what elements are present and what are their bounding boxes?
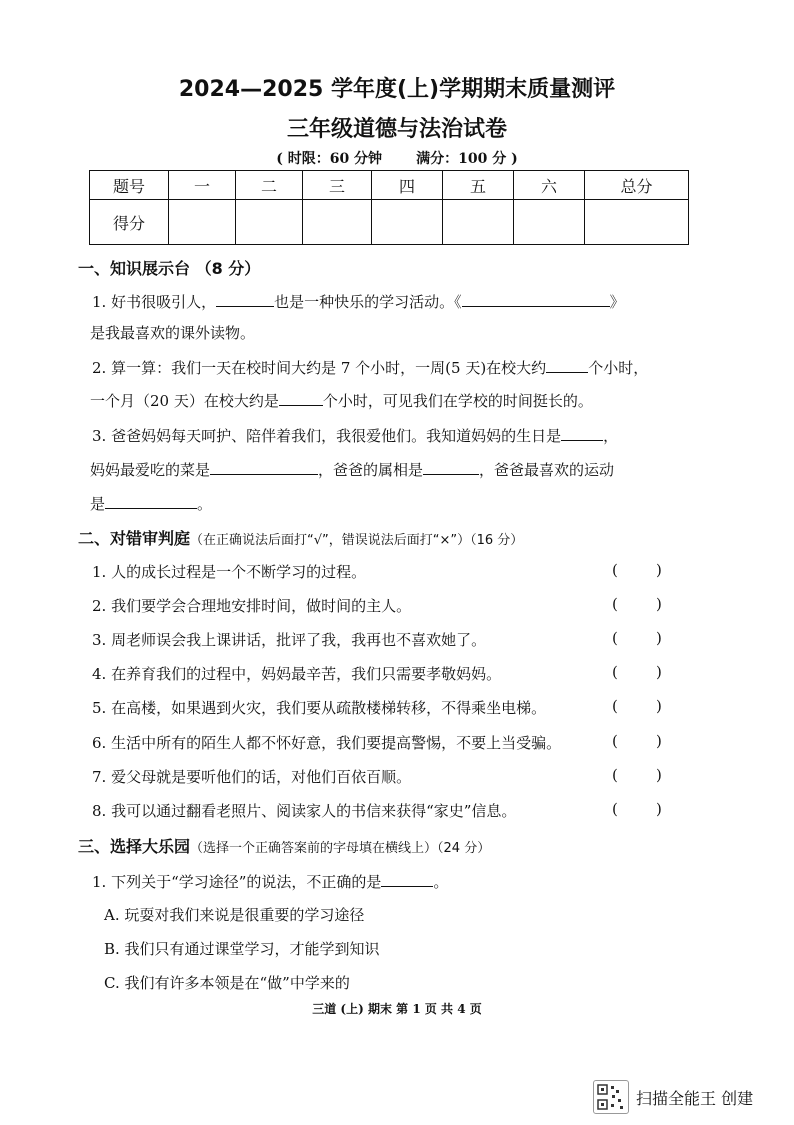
- score-table: [89, 170, 689, 245]
- s1-q3-text: ，爸爸最喜欢的运动: [479, 461, 615, 479]
- answer-blank[interactable]: [546, 356, 588, 373]
- score-header-cell: 二: [236, 171, 303, 200]
- s2-item-5: 5. 在高楼，如果遇到火灾，我们要从疏散楼梯转移，不得乘坐电梯。: [92, 699, 547, 717]
- score-cell[interactable]: [372, 200, 443, 245]
- answer-blank[interactable]: [561, 424, 603, 441]
- answer-paren[interactable]: ( ): [612, 800, 662, 818]
- section3-note: （选择一个正确答案前的字母填在横线上）（24 分）: [190, 841, 491, 856]
- s3-q1-text: 。: [433, 873, 449, 891]
- s1-q3-line2: [90, 458, 614, 480]
- score-header-cell: 六: [514, 171, 585, 200]
- score-cell[interactable]: [303, 200, 372, 245]
- s1-q2-text: 个小时，: [588, 359, 649, 377]
- exam-title: 2024—2025 学年度(上)学期期末质量测评: [178, 77, 616, 102]
- answer-paren[interactable]: ( ): [612, 595, 662, 613]
- answer-paren[interactable]: ( ): [612, 629, 662, 647]
- score-cell[interactable]: [585, 200, 689, 245]
- score-header-cell: 题号: [90, 171, 169, 200]
- s1-q3-text: 3. 爸爸妈妈每天呵护、陪伴着我们，我很爱他们。我知道妈妈的生日是: [92, 427, 562, 445]
- score-header-cell: 三: [303, 171, 372, 200]
- section2-heading: 二、对错审判庭: [78, 529, 191, 548]
- s3-q1-option-c: C. 我们有许多本领是在“做”中学来的: [104, 974, 350, 992]
- answer-blank[interactable]: [423, 458, 479, 475]
- answer-blank[interactable]: [279, 389, 323, 406]
- score-cell[interactable]: [443, 200, 514, 245]
- s1-q2-text: 个小时，可见我们在学校的时间挺长的。: [322, 392, 593, 410]
- s1-q3-text: ，爸爸的属相是: [318, 461, 424, 479]
- s1-q2-text: 一个月（20 天）在校大约是: [90, 392, 279, 410]
- section2-title: [78, 526, 523, 549]
- answer-paren[interactable]: ( ): [612, 561, 662, 579]
- score-cell[interactable]: [514, 200, 585, 245]
- section3-heading: 三、选择大乐园: [78, 837, 191, 856]
- s2-item-2: 2. 我们要学会合理地安排时间，做时间的主人。: [92, 597, 412, 615]
- score-cell[interactable]: [169, 200, 236, 245]
- s1-q1-text: 也是一种快乐的学习活动。《: [274, 293, 462, 311]
- s3-q1: [92, 870, 448, 892]
- s1-q1-line1: [92, 290, 625, 312]
- s2-item-7: 7. 爱父母就是要听他们的话，对他们百依百顺。: [92, 768, 412, 786]
- answer-blank[interactable]: [210, 458, 318, 475]
- s2-item-3: 3. 周老师误会我上课讲话，批评了我，我再也不喜欢她了。: [92, 631, 487, 649]
- section3-title: [78, 834, 490, 857]
- s1-q2-line2: [90, 389, 593, 411]
- s2-item-4: 4. 在养育我们的过程中，妈妈最辛苦，我们只需要孝敬妈妈。: [92, 665, 502, 683]
- answer-blank[interactable]: [381, 870, 433, 887]
- section2-note: （在正确说法后面打“√”，错误说法后面打“×”）（16 分）: [190, 533, 524, 548]
- s1-q1-line2: 是我最喜欢的课外读物。: [90, 324, 256, 342]
- page-footer: 三道 (上) 期末 第 1 页 共 4 页: [312, 1002, 482, 1016]
- answer-paren[interactable]: ( ): [612, 697, 662, 715]
- s1-q3-text: 是: [90, 495, 106, 513]
- answer-paren[interactable]: ( ): [612, 663, 662, 681]
- s1-q3-line3: [90, 492, 212, 514]
- score-row-label: 得分: [90, 200, 169, 245]
- s3-q1-option-b: B. 我们只有通过课堂学习，才能学到知识: [104, 940, 380, 958]
- s3-q1-text: 1. 下列关于“学习途径”的说法，不正确的是: [92, 873, 382, 891]
- qr-code-icon: [593, 1080, 629, 1114]
- score-table-header-row: [90, 171, 689, 200]
- score-cell[interactable]: [236, 200, 303, 245]
- score-table-score-row: [90, 200, 689, 245]
- score-header-cell: 一: [169, 171, 236, 200]
- s2-item-8: 8. 我可以通过翻看老照片、阅读家人的书信来获得“家史”信息。: [92, 802, 517, 820]
- exam-meta: ( 时限：60 分钟 满分：100 分 ): [276, 151, 518, 167]
- answer-blank[interactable]: [216, 290, 274, 307]
- s2-item-6: 6. 生活中所有的陌生人都不怀好意，我们要提高警惕，不要上当受骗。: [92, 734, 562, 752]
- score-header-cell: 四: [372, 171, 443, 200]
- section1-title: 一、知识展示台 （8 分）: [78, 259, 261, 278]
- s1-q3-line1: [92, 424, 618, 446]
- score-header-cell: 五: [443, 171, 514, 200]
- s1-q3-text: ，: [603, 427, 619, 445]
- s1-q3-text: 妈妈最爱吃的菜是: [90, 461, 211, 479]
- exam-subtitle: 三年级道德与法治试卷: [286, 117, 507, 142]
- s3-q1-option-a: A. 玩耍对我们来说是很重要的学习途径: [104, 906, 365, 924]
- s1-q3-text: 。: [197, 495, 213, 513]
- s1-q1-text: 》: [609, 293, 625, 311]
- answer-paren[interactable]: ( ): [612, 766, 662, 784]
- scanner-watermark: 扫描全能王 创建: [636, 1089, 754, 1108]
- answer-blank[interactable]: [462, 290, 610, 307]
- s2-item-1: 1. 人的成长过程是一个不断学习的过程。: [92, 563, 367, 581]
- s1-q2-text: 2. 算一算：我们一天在校时间大约是 7 个小时，一周(5 天)在校大约: [92, 359, 547, 377]
- s1-q1-text: 1. 好书很吸引人，: [92, 293, 217, 311]
- score-header-cell: 总分: [585, 171, 689, 200]
- answer-blank[interactable]: [105, 492, 197, 509]
- s1-q2-line1: [92, 356, 648, 378]
- answer-paren[interactable]: ( ): [612, 732, 662, 750]
